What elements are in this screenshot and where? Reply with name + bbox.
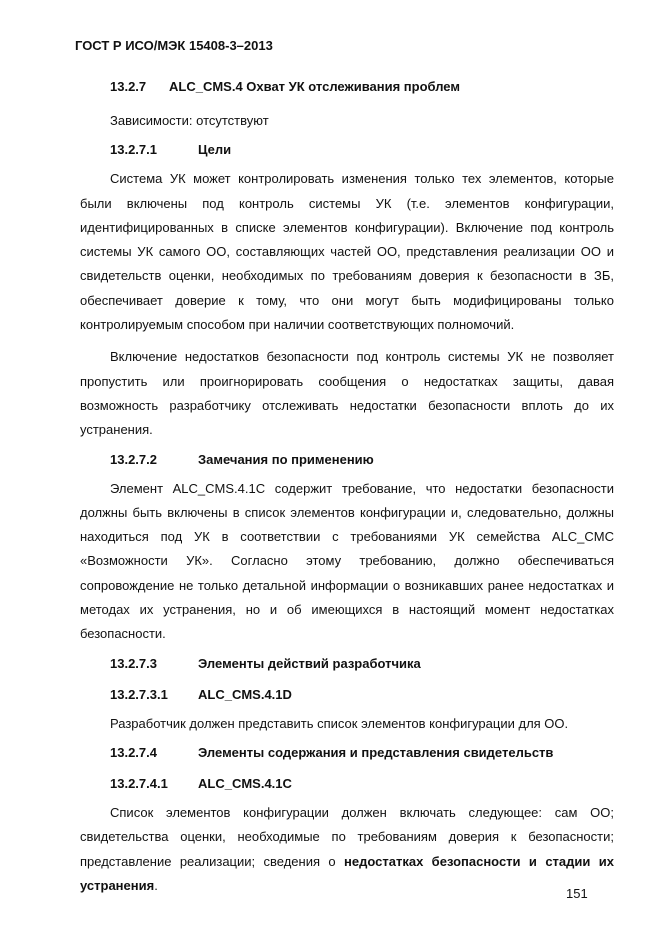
section-heading-13-2-7-2 [80,451,614,469]
paragraph-text: Список элементов конфигурации должен включать следующее: сам ОО; свидетельства оценки, необходимые по требованиям доверия к безопасности; представление реализации; сведения о [80,804,614,869]
section-number: 13.2.7.1 [110,142,157,158]
dependencies-text: Зависимости: отсутствуют [110,113,269,128]
document-body [80,78,614,898]
paragraph-developer-action: Разработчик должен представить список элементов конфигурации для ОО. [110,715,569,731]
section-title: ALC_CMS.4 Охват УК отслеживания проблем [169,79,460,94]
section-heading-13-2-7-4 [80,744,614,762]
section-heading-13-2-7-4-1 [80,775,614,793]
section-number: 13.2.7.2 [110,451,157,467]
paragraph-content-elements [80,801,614,898]
paragraph-flaws: Включение недостатков безопасности под контроль системы УК не позволяет пропустить или проигнорировать сообщения о недостатках защиты, давая возможность разработчику отслеживать недостатки безопасности вплоть до их устранения. [80,349,614,438]
section-number: 13.2.7 [110,79,147,94]
section-heading-13-2-7-3 [80,655,614,673]
paragraph-objectives: Система УК может контролировать изменения только тех элементов, которые были включены под контроль системы УК (т.е. элементов конфигурации, идентифицированных в списке элементов конфигурации). Включение под контроль системы УК самого ОО, составляющих частей ОО, представления реализации ОО и свидетельств оценки, необходимых по требованиям доверия к безопасности в ЗБ, обеспечивает доверие к тому, что они могут быть модифицированы только контролируемым способом при наличии соответствующих полномочий. [80,171,614,333]
section-title: Цели [198,142,232,158]
section-number: 13.2.7.4.1 [110,775,168,791]
section-heading-13-2-7 [80,78,614,96]
section-title: Элементы содержания и представления свидетельств [198,744,554,760]
section-heading-13-2-7-1 [80,141,614,159]
section-number: 13.2.7.3.1 [110,686,168,702]
document-header: ГОСТ Р ИСО/МЭК 15408-3–2013 [75,38,273,53]
paragraph-end: . [154,877,158,893]
page-number: 151 [566,886,588,901]
section-number: 13.2.7.3 [110,655,157,671]
section-title: ALC_CMS.4.1C [198,775,292,791]
section-heading-13-2-7-3-1 [80,686,614,704]
section-number: 13.2.7.4 [110,744,157,760]
section-title: ALC_CMS.4.1D [198,686,292,702]
emphasis-text: недостатках безопасности и стадии их устранения [80,853,614,893]
section-title: Элементы действий разработчика [198,655,421,671]
section-title: Замечания по применению [198,451,374,467]
paragraph-application-notes: Элемент ALC_CMS.4.1C содержит требование, что недостатки безопасности должны быть включены в список элементов конфигурации и, следовательно, должны находиться под УК в соответствии с требованиями УК семейства ALC_CMC «Возможности УК». Согласно этому требованию, должно обеспечиваться сопровождение не только детальной информации о возникавших ранее недостатках и методах их устранения, но и об имеющихся в настоящий момент недостатках безопасности. [80,480,614,642]
